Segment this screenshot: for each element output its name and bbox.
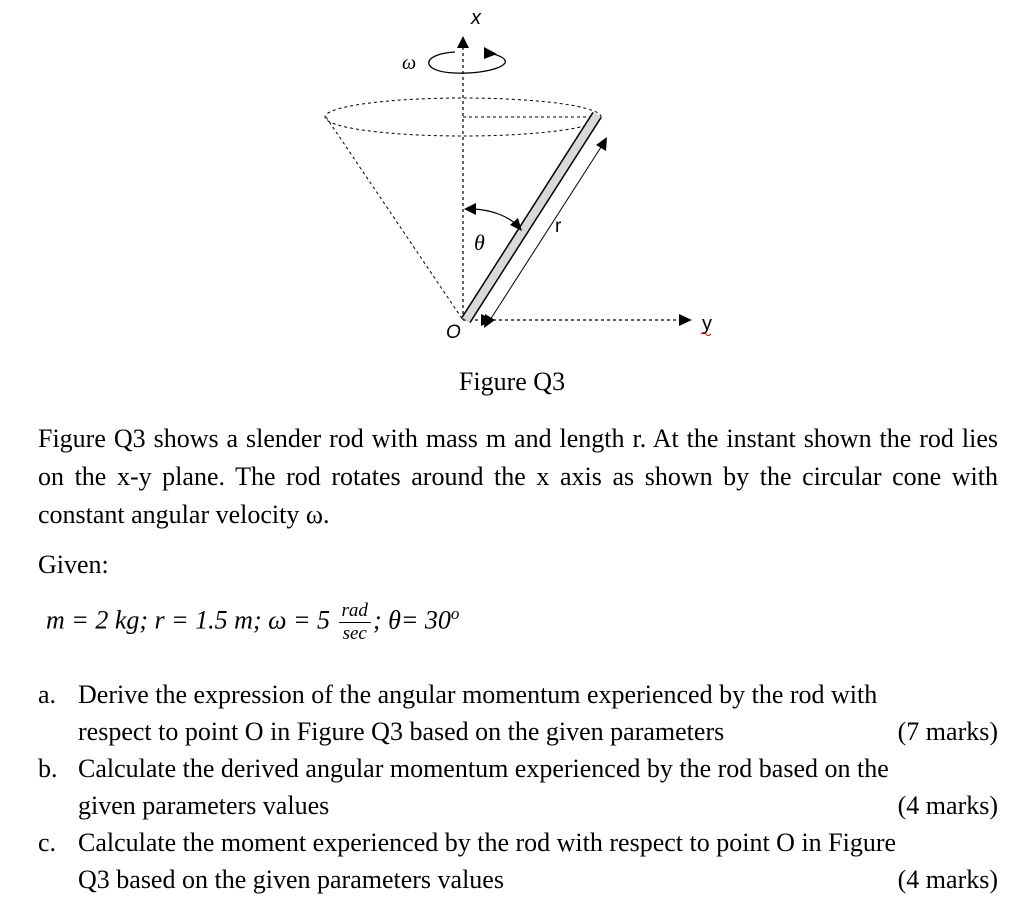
y-axis-label: y — [702, 313, 712, 335]
fraction-numerator: rad — [339, 600, 371, 623]
question-text: Derive the expression of the angular momentum experienced by the rod with — [78, 680, 878, 709]
theta-arrowhead-right — [510, 218, 522, 231]
question-text: Calculate the derived angular momentum experienced by the rod based on the — [78, 754, 889, 783]
given-label: Given: — [38, 550, 109, 579]
question-marks: (7 marks) — [897, 717, 998, 746]
question-item — [38, 824, 998, 898]
theta-arrowhead-left — [464, 203, 476, 215]
omega-label: ω — [402, 52, 417, 74]
question-marks: (4 marks) — [897, 865, 998, 894]
rotation-arrowhead — [484, 47, 497, 59]
figure-q3-diagram — [0, 0, 1024, 360]
degree-superscript: o — [450, 603, 460, 623]
fraction-denominator: sec — [342, 623, 367, 644]
question-text: given parameters values — [78, 791, 330, 820]
rod-fill — [466, 115, 597, 320]
theta-arc — [474, 209, 517, 225]
question-marker: c. — [38, 828, 57, 857]
question-item — [38, 750, 998, 824]
y-axis-arrowhead — [679, 314, 692, 326]
rad-per-sec-fraction — [339, 600, 371, 645]
question-list — [38, 676, 998, 898]
question-text: respect to point O in Figure Q3 based on the given parameters — [78, 717, 725, 746]
origin-label: O — [446, 322, 461, 343]
question-text: Calculate the moment experienced by the rod with respect to point O in Figure — [78, 828, 897, 857]
given-equation — [46, 600, 459, 660]
x-axis-arrowhead — [457, 36, 469, 48]
theta-value: ; θ= 30 — [372, 605, 451, 635]
question-item — [38, 676, 998, 750]
r-dimension-line — [490, 144, 603, 320]
question-marks: (4 marks) — [897, 791, 998, 820]
r-arrowhead-top — [596, 137, 607, 151]
r-label: r — [555, 216, 562, 237]
theta-label: θ — [474, 230, 485, 255]
problem-description: Figure Q3 shows a slender rod with mass m and length r. At the instant shown the rod lies on the x-y plane. The rod rotates around the x axis as shown by the circular cone with constant angular velocity ω. — [38, 424, 998, 529]
question-text: Q3 based on the given parameters values — [78, 865, 504, 894]
given-values: m = 2 kg; r = 1.5 m; ω = 5 — [46, 605, 331, 635]
question-marker: a. — [38, 680, 57, 709]
x-axis-label: x — [471, 7, 481, 29]
question-marker: b. — [38, 754, 58, 783]
figure-caption: Figure Q3 — [458, 367, 566, 396]
cone-left-edge — [326, 117, 463, 320]
